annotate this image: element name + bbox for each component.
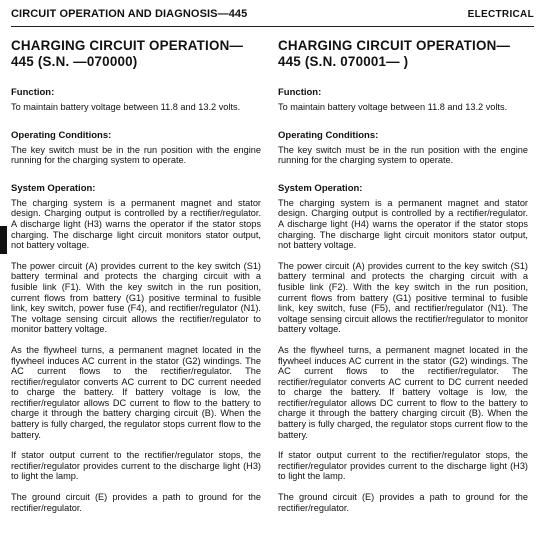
left-operation-paragraph: The power circuit (A) provides current to the key switch (S1) battery terminal and protects the charging circuit with a fusible link (F1). With the key switch in the run position, current flows from battery (G1) positive terminal to fusible link, key switch, power fuse (F4), and rectifier/regulator (N1). The voltage sensing circuit allows the rectifier/regulator to monitor battery voltage. bbox=[11, 260, 261, 335]
page-header bbox=[11, 8, 534, 27]
left-operation-paragraph: The ground circuit (E) provides a path to ground for the rectifier/regulator. bbox=[11, 492, 261, 513]
left-heading: CHARGING CIRCUIT OPERATION— 445 (S.N. —070000) bbox=[11, 38, 244, 69]
right-conditions-text: The key switch must be in the run position with the engine running for the charging system to operate. bbox=[278, 144, 528, 166]
left-column bbox=[11, 38, 261, 513]
left-operation-paragraph: If stator output current to the rectifier/regulator stops, the rectifier/regulator provides current to the discharge light (H3) to light the lamp. bbox=[11, 450, 261, 482]
right-conditions-label: Operating Conditions: bbox=[278, 129, 379, 141]
right-column bbox=[278, 38, 528, 513]
right-function-text: To maintain battery voltage between 11.8 and 13.2 volts. bbox=[278, 102, 508, 112]
right-operation-paragraph: The ground circuit (E) provides a path to ground for the rectifier/regulator. bbox=[278, 492, 528, 513]
running-title: CIRCUIT OPERATION AND DIAGNOSIS—445 bbox=[11, 8, 248, 20]
left-function-label: Function: bbox=[11, 87, 55, 98]
right-operation-paragraph: As the flywheel turns, a permanent magnet located in the flywheel induces AC current in the stator (G2) windings. The AC current flows to the rectifier/regulator. The rectifier/regulator converts AC current to DC current needed to charge the battery. If battery voltage is low, the rectifier/regulator allows DC current to flow to the battery to charge it through the battery charging circuit (B). When the battery is fully charged, the regulator stops current flow to the battery. bbox=[278, 344, 528, 440]
section-label: ELECTRICAL bbox=[467, 9, 534, 20]
left-operation-paragraph: The charging system is a permanent magnet and stator design. Charging output is controlled by a rectifier/regulator. A discharge light (H3) warns the operator if the stator stops charging. The discharge light circuit monitors stator output, not battery voltage. bbox=[11, 197, 261, 251]
left-operation-label: System Operation: bbox=[11, 182, 96, 194]
right-operation-paragraph: If stator output current to the rectifier/regulator stops, the rectifier/regulator provides current to the discharge light (H3) to light the lamp. bbox=[278, 450, 528, 482]
right-operation-paragraph: The power circuit (A) provides current to the key switch (S1) battery terminal and protects the charging circuit with a fusible link (F2). With the key switch in the run position, current flows from battery (G1) positive terminal to fusible link, key switch, fuse (F5), and rectifier/regulator (N1). The voltage sensing circuit allows the rectifier/regulator to monitor battery voltage. bbox=[278, 260, 528, 335]
left-function-text: To maintain battery voltage between 11.8 and 13.2 volts. bbox=[11, 102, 241, 112]
right-function-label: Function: bbox=[278, 87, 322, 98]
right-heading: CHARGING CIRCUIT OPERATION— 445 (S.N. 070001— ) bbox=[278, 38, 511, 69]
left-conditions-label: Operating Conditions: bbox=[11, 129, 112, 141]
right-operation-label: System Operation: bbox=[278, 182, 363, 194]
left-conditions-text: The key switch must be in the run position with the engine running for the charging system to operate. bbox=[11, 144, 261, 166]
left-operation-paragraph: As the flywheel turns, a permanent magnet located in the flywheel induces AC current in the stator (G2) windings. The AC current flows to the rectifier/regulator. The rectifier/regulator converts AC current to DC current needed to charge the battery. If battery voltage is low, the rectifier/regulator allows DC current to flow to the battery to charge it through the battery charging circuit (B). When the battery is fully charged, the regulator stops current flow to the battery. bbox=[11, 344, 261, 440]
right-operation-paragraph: The charging system is a permanent magnet and stator design. Charging output is controlled by a rectifier/regulator. A discharge light (H4) warns the operator if the stator stops charging. The discharge light circuit monitors stator output, not battery voltage. bbox=[278, 197, 528, 251]
section-thumb-tab bbox=[0, 226, 7, 254]
